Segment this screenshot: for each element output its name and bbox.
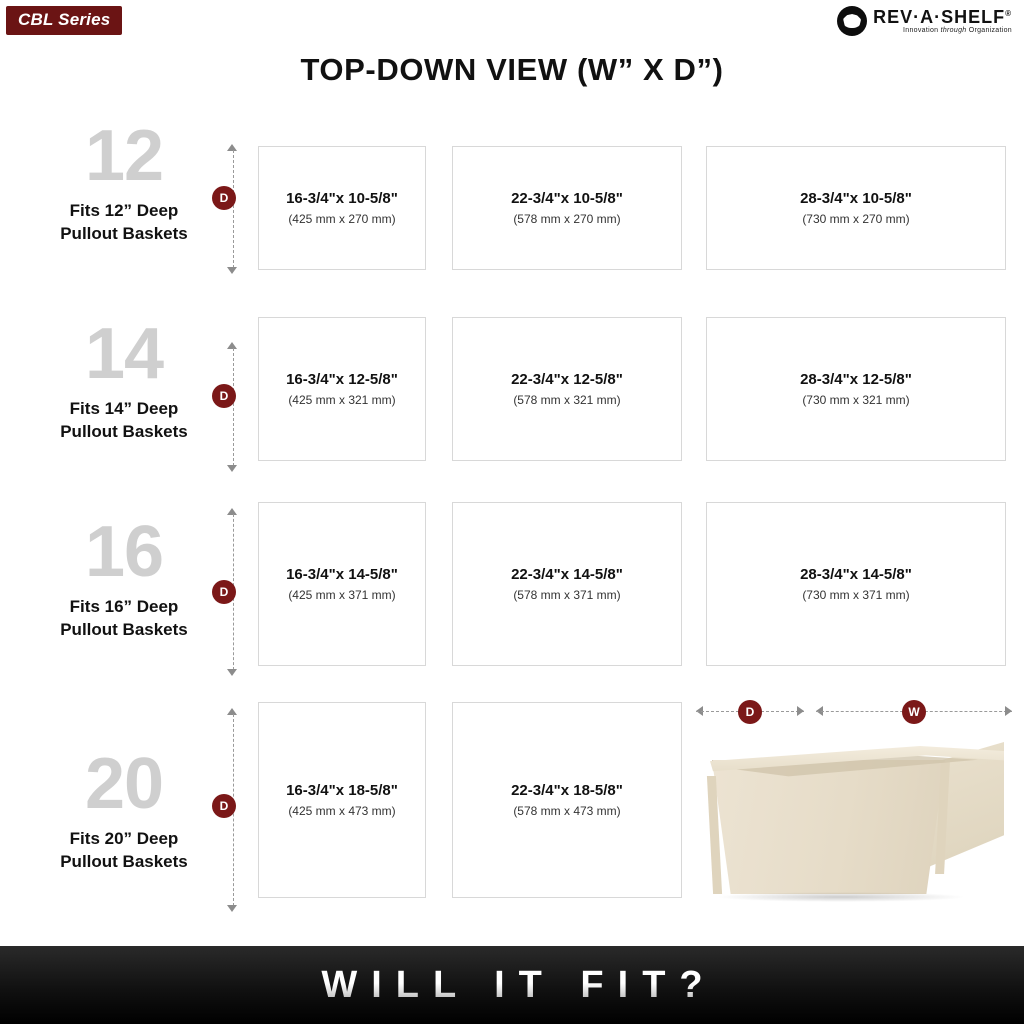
size-mm: (425 mm x 473 mm) <box>288 804 396 818</box>
row-fits-line2: Pullout Baskets <box>60 422 188 442</box>
axis-arrow-bottom-icon <box>227 669 237 676</box>
logo-name-text: REV·A·SHELF <box>873 6 1006 27</box>
basket-front-panel <box>712 760 945 894</box>
row-label-12 <box>24 116 224 246</box>
size-inches: 22-3/4"x 12-5/8" <box>511 371 623 388</box>
axis-arrow-bottom-icon <box>227 905 237 912</box>
axis-arrow-top-icon <box>227 144 237 151</box>
footer-banner <box>0 946 1024 1024</box>
size-mm: (425 mm x 371 mm) <box>288 588 396 602</box>
row-label-16 <box>24 512 224 642</box>
size-box <box>706 146 1006 270</box>
axis-arrow-top-icon <box>227 508 237 515</box>
size-row-16 <box>0 512 1024 688</box>
series-badge: CBL Series <box>6 6 122 35</box>
size-inches: 22-3/4"x 18-5/8" <box>511 782 623 799</box>
size-box <box>706 502 1006 666</box>
row-fits-text <box>24 596 224 642</box>
size-mm: (730 mm x 321 mm) <box>802 393 910 407</box>
size-inches: 28-3/4"x 14-5/8" <box>800 566 912 583</box>
logo-text <box>873 8 1012 34</box>
logo-tagline-italic: through <box>940 26 967 34</box>
basket-image <box>698 728 1010 904</box>
basket-shadow <box>716 892 966 902</box>
size-mm: (425 mm x 270 mm) <box>288 212 396 226</box>
size-box <box>258 317 426 461</box>
axis-arrow-top-icon <box>227 708 237 715</box>
row-fits-line2: Pullout Baskets <box>60 620 188 640</box>
footer-text: WILL IT FIT? <box>307 964 716 1007</box>
size-inches: 28-3/4"x 10-5/8" <box>800 190 912 207</box>
size-row-14 <box>0 314 1024 490</box>
axis-arrow-top-icon <box>227 342 237 349</box>
axis-arrow-right-icon <box>797 706 804 716</box>
depth-badge: D <box>738 700 762 724</box>
logo-name <box>873 8 1012 27</box>
row-fits-line2: Pullout Baskets <box>60 852 188 872</box>
size-inches: 22-3/4"x 14-5/8" <box>511 566 623 583</box>
depth-badge: D <box>212 580 236 604</box>
row-label-20 <box>24 716 224 874</box>
basket-illustration <box>688 698 1018 908</box>
depth-badge: D <box>212 186 236 210</box>
depth-badge: D <box>212 384 236 408</box>
size-mm: (578 mm x 473 mm) <box>513 804 621 818</box>
logo-tagline-post: Organization <box>966 26 1012 34</box>
size-row-12 <box>0 116 1024 292</box>
row-fits-line1: Fits 16” Deep <box>69 597 179 617</box>
size-inches: 28-3/4"x 12-5/8" <box>800 371 912 388</box>
rev-a-shelf-logo-icon <box>837 6 867 36</box>
row-label-14 <box>24 314 224 444</box>
size-mm: (730 mm x 371 mm) <box>802 588 910 602</box>
size-box <box>706 317 1006 461</box>
axis-arrow-bottom-icon <box>227 267 237 274</box>
size-mm: (578 mm x 321 mm) <box>513 393 621 407</box>
row-fits-text <box>24 200 224 246</box>
size-inches: 16-3/4"x 12-5/8" <box>286 371 398 388</box>
depth-badge: D <box>212 794 236 818</box>
row-number: 14 <box>84 314 164 394</box>
basket-width-axis <box>816 704 1012 720</box>
size-box <box>452 502 682 666</box>
size-inches: 16-3/4"x 10-5/8" <box>286 190 398 207</box>
row-number: 20 <box>84 744 164 824</box>
size-box <box>258 502 426 666</box>
basket-depth-axis <box>696 704 804 720</box>
size-mm: (425 mm x 321 mm) <box>288 393 396 407</box>
logo-registered-mark: ® <box>1005 8 1012 18</box>
brand-logo <box>837 6 1012 36</box>
size-mm: (578 mm x 371 mm) <box>513 588 621 602</box>
size-box <box>452 146 682 270</box>
axis-arrow-bottom-icon <box>227 465 237 472</box>
size-box <box>258 146 426 270</box>
row-fits-line1: Fits 14” Deep <box>69 399 179 419</box>
axis-line <box>233 150 234 268</box>
axis-line <box>233 348 234 466</box>
size-mm: (730 mm x 270 mm) <box>802 212 910 226</box>
logo-tagline <box>873 27 1012 34</box>
size-inches: 16-3/4"x 14-5/8" <box>286 566 398 583</box>
size-box <box>258 702 426 898</box>
row-fits-line2: Pullout Baskets <box>60 224 188 244</box>
row-fits-text <box>24 828 224 874</box>
size-mm: (578 mm x 270 mm) <box>513 212 621 226</box>
page-title: TOP-DOWN VIEW (W” X D”) <box>300 52 724 87</box>
axis-arrow-right-icon <box>1005 706 1012 716</box>
width-badge: W <box>902 700 926 724</box>
row-number: 16 <box>84 512 164 592</box>
logo-tagline-pre: Innovation <box>903 26 941 34</box>
size-inches: 22-3/4"x 10-5/8" <box>511 190 623 207</box>
row-number: 12 <box>84 116 164 196</box>
size-inches: 16-3/4"x 18-5/8" <box>286 782 398 799</box>
size-box <box>452 702 682 898</box>
size-box <box>452 317 682 461</box>
row-fits-text <box>24 398 224 444</box>
row-fits-line1: Fits 12” Deep <box>69 201 179 221</box>
row-fits-line1: Fits 20” Deep <box>69 829 179 849</box>
